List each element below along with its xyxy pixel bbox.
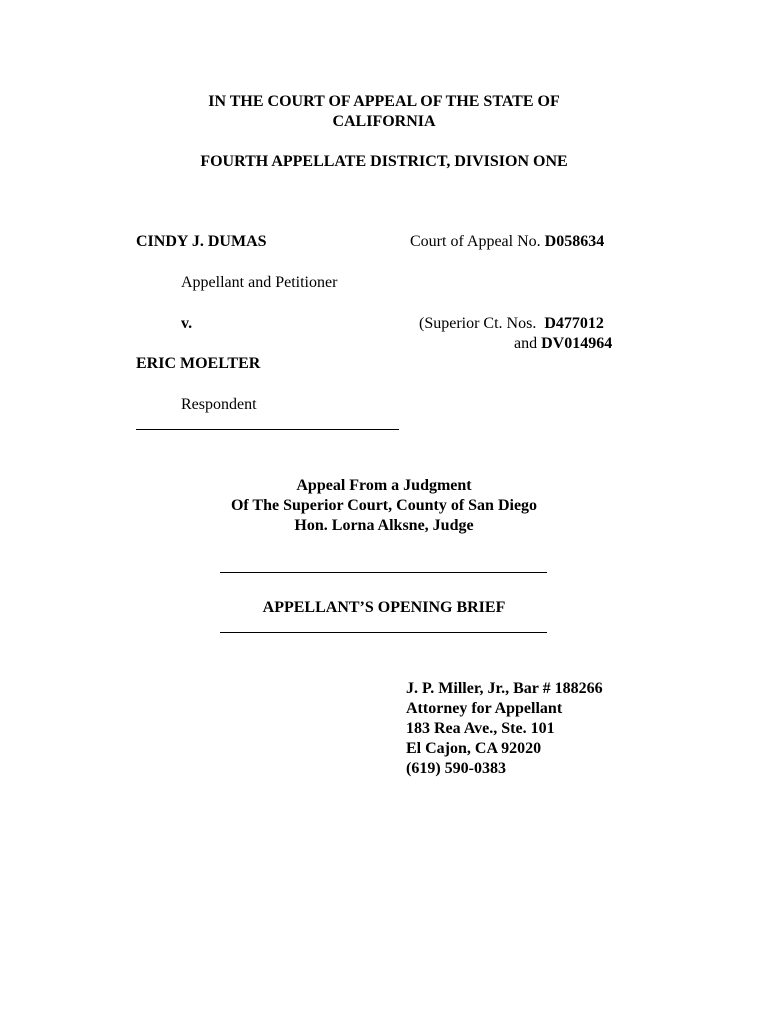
attorney-address-line1: 183 Rea Ave., Ste. 101 bbox=[406, 720, 555, 737]
appeal-line3: Hon. Lorna Alksne, Judge bbox=[294, 517, 474, 534]
superior-court-label: (Superior Ct. Nos. bbox=[419, 315, 537, 332]
appeal-line2: Of The Superior Court, County of San Diego bbox=[230, 497, 538, 514]
brief-title: APPELLANT’S OPENING BRIEF bbox=[262, 599, 506, 616]
appeal-number-value: D058634 bbox=[544, 233, 605, 250]
superior-court-and: and bbox=[514, 335, 538, 352]
court-heading-line1: IN THE COURT OF APPEAL OF THE STATE OF bbox=[208, 93, 560, 110]
attorney-name-bar: J. P. Miller, Jr., Bar # 188266 bbox=[406, 680, 603, 697]
attorney-address-line2: El Cajon, CA 92020 bbox=[406, 740, 542, 757]
appellant-role: Appellant and Petitioner bbox=[181, 274, 338, 291]
appellant-name: CINDY J. DUMAS bbox=[136, 233, 267, 250]
brief-divider-bottom bbox=[220, 632, 547, 633]
respondent-role: Respondent bbox=[181, 396, 257, 413]
district-heading: FOURTH APPELLATE DISTRICT, DIVISION ONE bbox=[200, 153, 568, 170]
court-heading-line2: CALIFORNIA bbox=[332, 113, 436, 130]
versus-label: v. bbox=[181, 315, 193, 332]
superior-court-numbers bbox=[419, 314, 604, 334]
appeal-number-label: Court of Appeal No. bbox=[410, 233, 541, 250]
superior-court-number-1: D477012 bbox=[544, 315, 604, 332]
attorney-phone: (619) 590-0383 bbox=[406, 760, 506, 777]
superior-court-numbers-line2 bbox=[514, 334, 612, 354]
appeal-number bbox=[410, 232, 604, 252]
appeal-line1: Appeal From a Judgment bbox=[296, 477, 472, 494]
superior-court-number-2: DV014964 bbox=[541, 335, 613, 352]
respondent-name: ERIC MOELTER bbox=[136, 355, 261, 372]
caption-divider bbox=[136, 429, 399, 430]
attorney-role: Attorney for Appellant bbox=[406, 700, 563, 717]
brief-divider-top bbox=[220, 572, 547, 573]
